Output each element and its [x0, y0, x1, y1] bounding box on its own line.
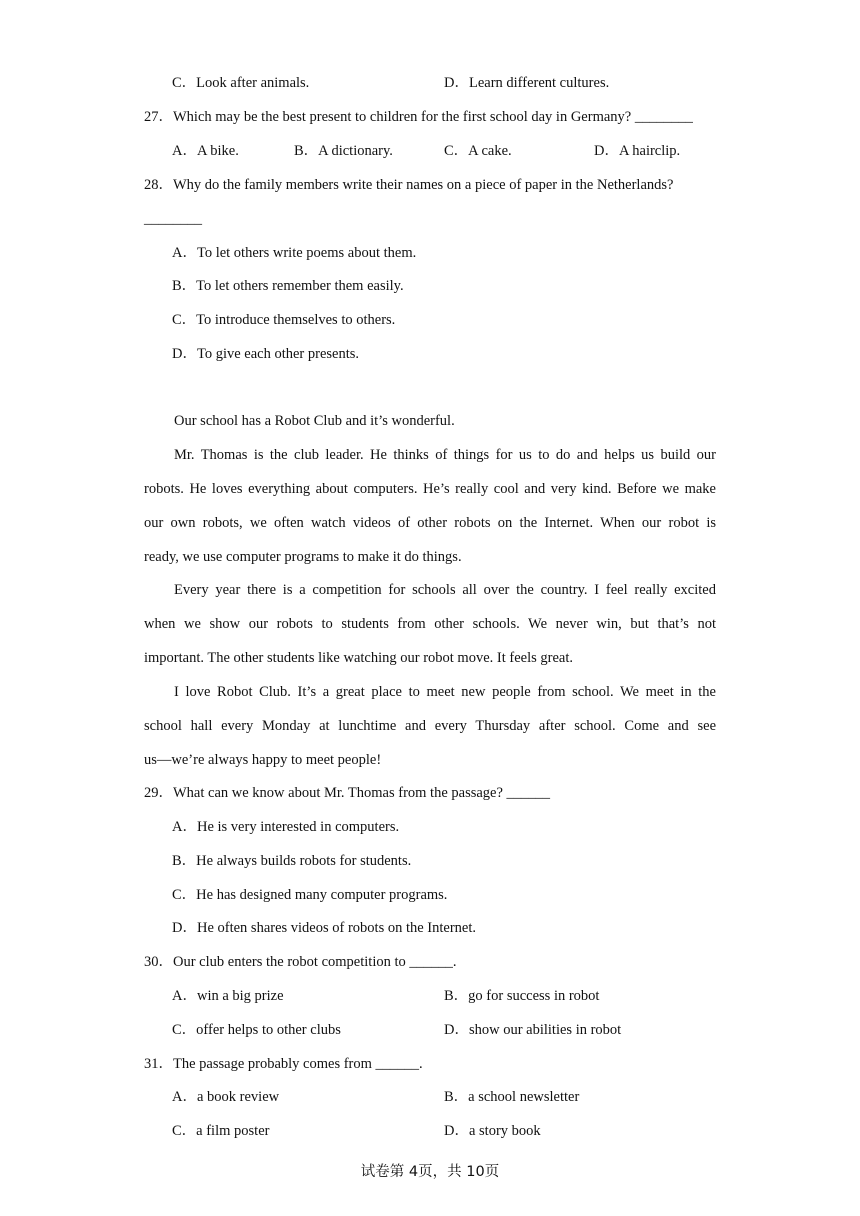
passage-paragraph-3-line: important. The other students like watching our robot move. It feels great.	[144, 650, 573, 666]
q28-option-b: B．To let others remember them easily.	[172, 278, 404, 294]
q31-stem: 31．The passage probably comes from ______.	[144, 1056, 423, 1072]
passage-paragraph-2-line: robots. He loves everything about computers. He’s really cool and very kind. Before we make	[144, 481, 716, 497]
q28-stem: 28．Why do the family members write their names on a piece of paper in the Netherlands?	[144, 177, 674, 193]
passage-paragraph-4-line: us—we’re always happy to meet people!	[144, 752, 382, 768]
passage-paragraph-2-line: ready, we use computer programs to make it do things.	[144, 549, 462, 565]
q27-option-a: A．A bike.	[172, 143, 239, 159]
q27-stem: 27．Which may be the best present to children for the first school day in Germany? ________	[144, 109, 693, 125]
q29-option-d: D．He often shares videos of robots on the Internet.	[172, 920, 477, 936]
q31-option-b: B．a school newsletter	[444, 1089, 580, 1105]
q31-option-c: C．a film poster	[172, 1123, 270, 1139]
q30-stem: 30．Our club enters the robot competition to ______.	[144, 954, 457, 970]
q30-option-c: C．offer helps to other clubs	[172, 1022, 341, 1038]
q31-option-d: D．a story book	[444, 1123, 541, 1139]
passage-paragraph-2-line: our own robots, we often watch videos of other robots on the Internet. When our robot is	[144, 515, 716, 531]
q29-option-b: B．He always builds robots for students.	[172, 853, 412, 869]
q28-option-c: C．To introduce themselves to others.	[172, 312, 396, 328]
q26-option-d: D．Learn different cultures.	[444, 75, 610, 91]
passage-paragraph-4-line: I love Robot Club. It’s a great place to meet new people from school. We meet in the	[174, 684, 716, 700]
q30-option-b: B．go for success in robot	[444, 988, 600, 1004]
q30-option-d: D．show our abilities in robot	[444, 1022, 622, 1038]
q29-stem: 29．What can we know about Mr. Thomas from the passage? ______	[144, 785, 551, 801]
passage-paragraph-2-line: Mr. Thomas is the club leader. He thinks of things for us to do and helps us build our	[174, 447, 716, 463]
q27-option-d: D．A hairclip.	[594, 143, 681, 159]
passage-paragraph-4-line: school hall every Monday at lunchtime and every Thursday after school. Come and see	[144, 718, 716, 734]
q26-option-c: C．Look after animals.	[172, 75, 310, 91]
q28-blank: ________	[144, 211, 202, 227]
q28-option-a: A．To let others write poems about them.	[172, 245, 417, 261]
q29-option-a: A．He is very interested in computers.	[172, 819, 400, 835]
q27-option-c: C．A cake.	[444, 143, 512, 159]
passage-paragraph-3-line: Every year there is a competition for schools all over the country. I feel really excited	[174, 582, 716, 598]
q27-option-b: B．A dictionary.	[294, 143, 393, 159]
passage-paragraph-1: Our school has a Robot Club and it’s wonderful.	[174, 413, 455, 429]
q29-option-c: C．He has designed many computer programs.	[172, 887, 448, 903]
q31-option-a: A．a book review	[172, 1089, 280, 1105]
q30-option-a: A．win a big prize	[172, 988, 284, 1004]
passage-paragraph-3-line: when we show our robots to students from other schools. We never win, but that’s not	[144, 616, 716, 632]
page-footer: 试卷第 4页，共 10页	[360, 1164, 500, 1180]
q28-option-d: D．To give each other presents.	[172, 346, 360, 362]
